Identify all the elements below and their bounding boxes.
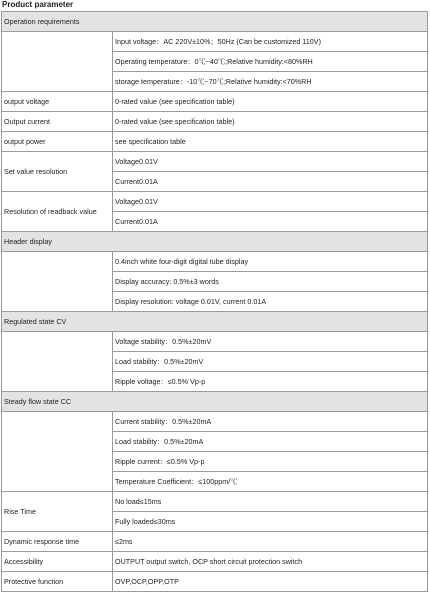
row-value: Display resolution: voltage 0.01V, current 0.01A [113, 292, 428, 312]
section-title: Operation requirements [2, 12, 428, 32]
table-row [2, 132, 428, 152]
row-value: Current0.01A [113, 172, 428, 192]
row-label: Set value resolution [2, 152, 113, 192]
row-value: see specification table [113, 132, 428, 152]
table-row [2, 92, 428, 112]
section-title: Header display [2, 232, 428, 252]
row-label [2, 412, 113, 492]
table-row [2, 412, 428, 432]
row-value: 0.4inch white four-digit digital tube display [113, 252, 428, 272]
row-value: Current0.01A [113, 212, 428, 232]
row-value: Current stability：0.5%±20mA [113, 412, 428, 432]
table-row [2, 552, 428, 572]
section-header-display [2, 232, 428, 252]
row-value: Display accuracy: 0.5%±3 words [113, 272, 428, 292]
row-label: Dynamic response time [2, 532, 113, 552]
section-header-operation [2, 12, 428, 32]
table-row [2, 112, 428, 132]
row-value: OUTPUT output switch, OCP short circuit protection switch [113, 552, 428, 572]
row-value: ≤2ms [113, 532, 428, 552]
table-row [2, 32, 428, 52]
row-value: Temperature Coefficient：≤100ppm/℃ [113, 472, 428, 492]
table-row [2, 152, 428, 172]
row-value: No load≤15ms [113, 492, 428, 512]
row-value: 0-rated value (see specification table) [113, 92, 428, 112]
row-value: Voltage0.01V [113, 152, 428, 172]
row-label: Resolution of readback value [2, 192, 113, 232]
row-label: Protective function [2, 572, 113, 592]
row-value: Operating temperature：0℃~40℃;Relative humidity:<80%RH [113, 52, 428, 72]
row-value: Voltage stability：0.5%±20mV [113, 332, 428, 352]
row-value: OVP,OCP,OPP,OTP [113, 572, 428, 592]
section-header-steady-cc [2, 392, 428, 412]
table-row [2, 252, 428, 272]
row-value: 0-rated value (see specification table) [113, 112, 428, 132]
row-value: Load stability：0.5%±20mV [113, 352, 428, 372]
page-title: Product parameter [2, 0, 74, 9]
row-value: Fully loaded≤30ms [113, 512, 428, 532]
row-value: storage temperature：-10℃~70℃;Relative humidity:<70%RH [113, 72, 428, 92]
row-value: Ripple current：≤0.5% Vp-p [113, 452, 428, 472]
table-row [2, 332, 428, 352]
table-row [2, 192, 428, 212]
table-row [2, 532, 428, 552]
row-label [2, 252, 113, 312]
row-value: Ripple voltage：≤0.5% Vp-p [113, 372, 428, 392]
row-label: Rise Time [2, 492, 113, 532]
row-label: Accessibility [2, 552, 113, 572]
row-value: Load stability：0.5%±20mA [113, 432, 428, 452]
parameter-table [1, 11, 428, 592]
row-label: output voltage [2, 92, 113, 112]
row-label [2, 32, 113, 92]
row-value: Voltage0.01V [113, 192, 428, 212]
row-label: output power [2, 132, 113, 152]
table-row [2, 492, 428, 512]
section-title: Regulated state CV [2, 312, 428, 332]
section-title: Steady flow state CC [2, 392, 428, 412]
row-label: Output current [2, 112, 113, 132]
section-header-regulated-cv [2, 312, 428, 332]
row-value: Input voltage：AC 220V±10%；50Hz (Can be customized 110V) [113, 32, 428, 52]
row-label [2, 332, 113, 392]
